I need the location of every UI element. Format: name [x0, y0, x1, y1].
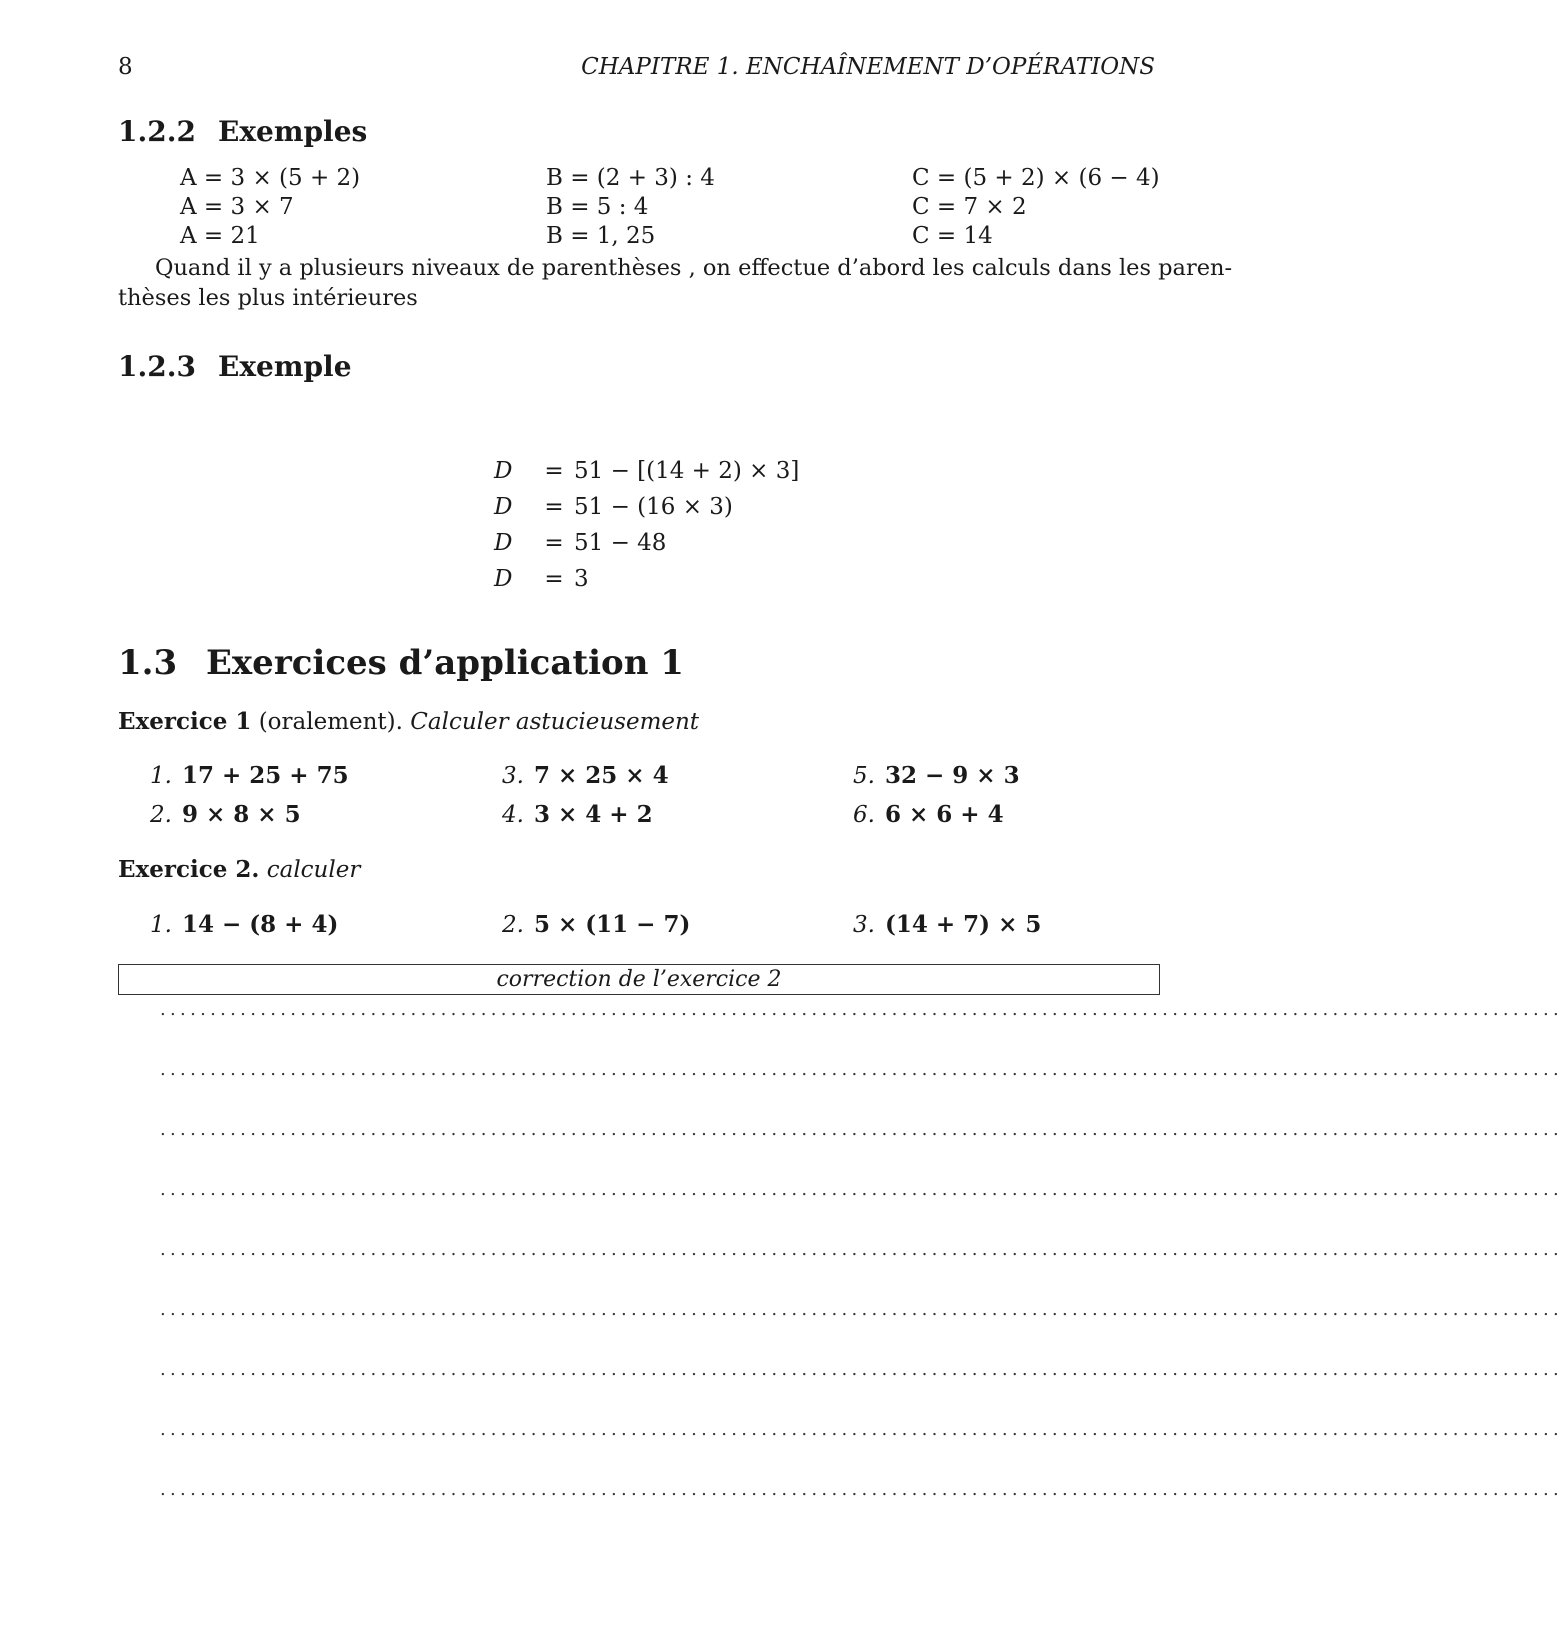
exercise-1-item-5 — [853, 762, 1020, 789]
equation-lhs: D — [494, 494, 513, 520]
exercise-instruction: calculer — [266, 857, 361, 883]
item-number: 1. — [150, 763, 172, 789]
exercise-2-item-3 — [853, 911, 1041, 938]
item-expression: (14 + 7) × 5 — [885, 911, 1042, 938]
exercise-1-item-2 — [150, 801, 301, 828]
equation-lhs: D — [494, 566, 513, 592]
equation-line — [494, 494, 733, 520]
exercise-1-item-1 — [150, 762, 349, 789]
item-number: 5. — [853, 763, 875, 789]
equation-line — [494, 458, 799, 484]
subsection-heading-1-2-3 — [118, 350, 352, 383]
subsection-title: Exemples — [218, 115, 368, 148]
exercise-2-item-1 — [150, 911, 338, 938]
example-b-line-1: B = (2 + 3) : 4 — [546, 165, 715, 191]
equation-sign: = — [544, 566, 564, 592]
equation-rhs: 51 − [(14 + 2) × 3] — [574, 458, 800, 484]
item-number: 1. — [150, 912, 172, 938]
exercise-2-item-2 — [502, 911, 690, 938]
exercise-2-title — [118, 856, 360, 883]
paragraph-line-1: Quand il y a plusieurs niveaux de parenthèses , on effectue d’abord les calculs dans les paren- — [155, 255, 1233, 281]
item-expression: 17 + 25 + 75 — [182, 762, 349, 789]
item-expression: 7 × 25 × 4 — [534, 762, 669, 789]
answer-line[interactable]: ............................................................................................................................................ — [160, 1419, 1563, 1440]
equation-sign: = — [544, 458, 564, 484]
example-a-line-1: A = 3 × (5 + 2) — [180, 165, 361, 191]
equation-lhs: D — [494, 458, 513, 484]
answer-line[interactable]: ............................................................................................................................................ — [160, 1359, 1563, 1380]
item-number: 2. — [502, 912, 524, 938]
section-title: Exercices d’application 1 — [206, 643, 684, 683]
example-a-line-2: A = 3 × 7 — [180, 194, 294, 220]
equation-rhs: 51 − (16 × 3) — [574, 494, 733, 520]
answer-line[interactable]: ............................................................................................................................................ — [160, 1119, 1563, 1140]
example-c-line-3: C = 14 — [912, 223, 993, 249]
section-number: 1.3 — [118, 643, 178, 683]
item-number: 3. — [502, 763, 524, 789]
exercise-mode: (oralement). — [258, 709, 403, 735]
exercise-1-item-6 — [853, 801, 1004, 828]
subsection-heading-1-2-2 — [118, 115, 367, 148]
exercise-1-item-3 — [502, 762, 669, 789]
item-expression: 32 − 9 × 3 — [885, 762, 1020, 789]
subsection-title: Exemple — [218, 350, 352, 383]
example-b-line-3: B = 1, 25 — [546, 223, 656, 249]
exercise-label: Exercice 1 — [118, 708, 252, 735]
answer-line[interactable]: ............................................................................................................................................ — [160, 999, 1563, 1020]
running-header: CHAPITRE 1. ENCHAÎNEMENT D’OPÉRATIONS — [581, 54, 1155, 80]
equation-line — [494, 530, 666, 556]
exercise-1-title — [118, 708, 699, 735]
equation-lhs: D — [494, 530, 513, 556]
example-c-line-2: C = 7 × 2 — [912, 194, 1027, 220]
answer-line[interactable]: ............................................................................................................................................ — [160, 1059, 1563, 1080]
answer-line[interactable]: ............................................................................................................................................ — [160, 1299, 1563, 1320]
page-number: 8 — [118, 54, 133, 80]
subsection-number: 1.2.2 — [118, 115, 196, 148]
section-heading-1-3 — [118, 643, 684, 683]
paragraph-line-2: thèses les plus intérieures — [118, 285, 418, 311]
item-number: 6. — [853, 802, 875, 828]
equation-sign: = — [544, 530, 564, 556]
answer-line[interactable]: ............................................................................................................................................ — [160, 1179, 1563, 1200]
example-b-line-2: B = 5 : 4 — [546, 194, 649, 220]
equation-sign: = — [544, 494, 564, 520]
item-expression: 6 × 6 + 4 — [885, 801, 1004, 828]
answer-line[interactable]: ............................................................................................................................................ — [160, 1479, 1563, 1500]
equation-line — [494, 566, 589, 592]
item-expression: 3 × 4 + 2 — [534, 801, 653, 828]
item-expression: 9 × 8 × 5 — [182, 801, 301, 828]
item-expression: 14 − (8 + 4) — [182, 911, 339, 938]
item-number: 4. — [502, 802, 524, 828]
exercise-1-item-4 — [502, 801, 653, 828]
item-number: 3. — [853, 912, 875, 938]
correction-box — [118, 964, 1160, 995]
subsection-number: 1.2.3 — [118, 350, 196, 383]
correction-title: correction de l’exercice 2 — [496, 967, 782, 992]
exercise-label: Exercice 2. — [118, 856, 260, 883]
exercise-instruction: Calculer astucieusement — [410, 709, 700, 735]
equation-rhs: 3 — [574, 566, 589, 592]
equation-rhs: 51 − 48 — [574, 530, 667, 556]
answer-line[interactable]: ............................................................................................................................................ — [160, 1239, 1563, 1260]
item-expression: 5 × (11 − 7) — [534, 911, 691, 938]
example-a-line-3: A = 21 — [180, 223, 260, 249]
item-number: 2. — [150, 802, 172, 828]
example-c-line-1: C = (5 + 2) × (6 − 4) — [912, 165, 1160, 191]
